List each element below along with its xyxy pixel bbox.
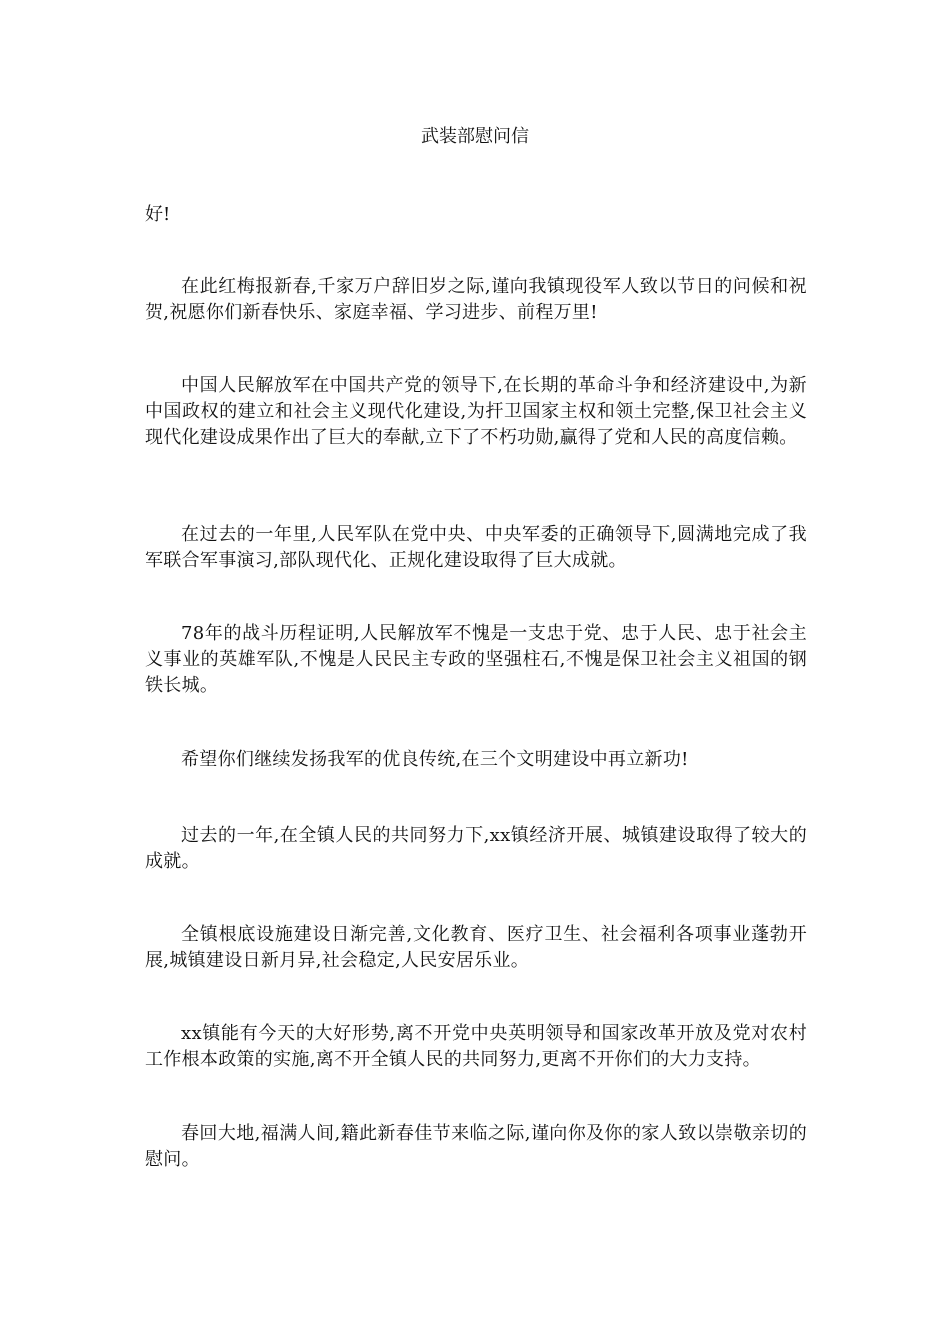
paragraph-8: xx镇能有今天的大好形势,离不开党中央英明领导和国家改革开放及党对农村工作根本政策的实施,离不开全镇人民的共同努力,更离不开你们的大力支持。 <box>145 1023 807 1070</box>
paragraph-1: 在此红梅报新春,千家万户辞旧岁之际,谨向我镇现役军人致以节日的问候和祝贺,祝愿你们新春快乐、家庭幸福、学习进步、前程万里! <box>145 276 807 323</box>
greeting: 好! <box>145 204 171 225</box>
paragraph-2: 中国人民解放军在中国共产党的领导下,在长期的革命斗争和经济建设中,为新中国政权的建立和社会主义现代化建设,为扞卫国家主权和领土完整,保卫社会主义现代化建设成果作出了巨大的奉献,立下了不朽功勋,赢得了党和人民的高度信赖。 <box>145 375 807 448</box>
paragraph-6: 过去的一年,在全镇人民的共同努力下,xx镇经济开展、城镇建设取得了较大的成就。 <box>145 825 807 872</box>
paragraph-4: 78年的战斗历程证明,人民解放军不愧是一支忠于党、忠于人民、忠于社会主义事业的英雄军队,不愧是人民民主专政的坚强柱石,不愧是保卫社会主义祖国的钢铁长城。 <box>145 623 807 696</box>
paragraph-7: 全镇根底设施建设日渐完善,文化教育、医疗卫生、社会福利各项事业蓬勃开展,城镇建设日新月异,社会稳定,人民安居乐业。 <box>145 924 807 971</box>
paragraph-3: 在过去的一年里,人民军队在党中央、中央军委的正确领导下,圆满地完成了我军联合军事演习,部队现代化、正规化建设取得了巨大成就。 <box>145 524 807 571</box>
paragraph-9: 春回大地,福满人间,籍此新春佳节来临之际,谨向你及你的家人致以崇敬亲切的慰问。 <box>145 1123 807 1170</box>
document-title: 武装部慰问信 <box>421 126 529 147</box>
paragraph-5: 希望你们继续发扬我军的优良传统,在三个文明建设中再立新功! <box>181 749 689 770</box>
